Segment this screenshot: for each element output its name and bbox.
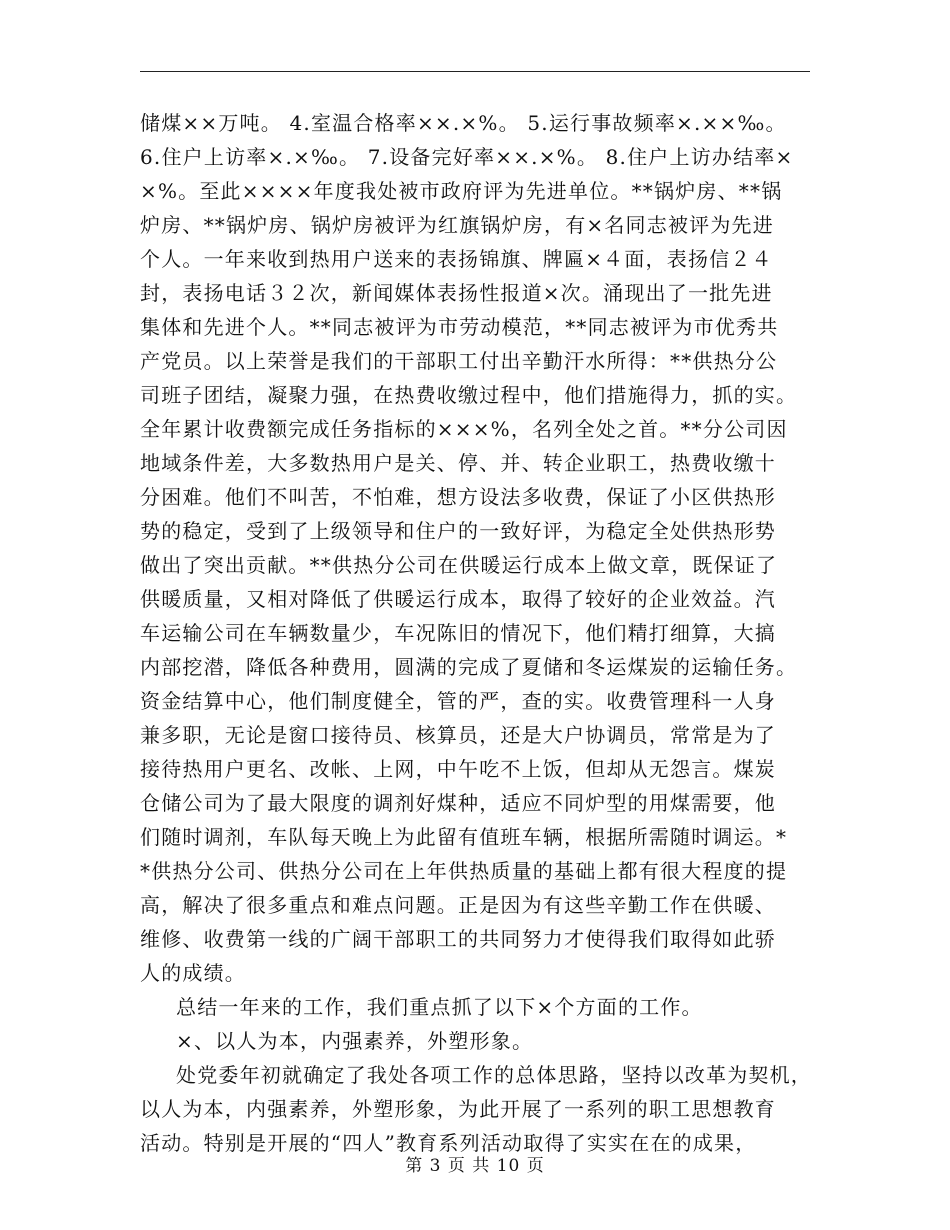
text-line: ×、以人为本，内强素养，外塑形象。 [176, 1029, 534, 1053]
text-line: 储煤××万吨。 4.室温合格率××.×%。 5.运行事故频率×.××‰。 [140, 111, 787, 135]
page-number-footer: 第 3 页 共 10 页 [405, 1156, 545, 1176]
text-line: 司班子团结，凝聚力强，在热费收缴过程中，他们措施得力，抓的实。 [140, 383, 798, 407]
header-rule [140, 71, 810, 72]
text-line: 总结一年来的工作，我们重点抓了以下×个方面的工作。 [176, 995, 703, 1019]
text-line: 人的成绩。 [140, 961, 246, 985]
text-line: 分困难。他们不叫苦，不怕难，想方设法多收费，保证了小区供热形 [140, 485, 776, 509]
text-line: 做出了突出贡献。**供热分公司在供暖运行成本上做文章，既保证了 [140, 553, 778, 577]
text-line: ×%。至此××××年度我处被市政府评为先进单位。**锅炉房、**锅 [140, 179, 783, 203]
text-line: 炉房、**锅炉房、锅炉房被评为红旗锅炉房，有×名同志被评为先进 [140, 213, 774, 237]
text-line: 个人。一年来收到热用户送来的表扬锦旗、牌匾×４面，表扬信２４ [140, 247, 773, 271]
text-line: 高，解决了很多重点和难点问题。正是因为有这些辛勤工作在供暖、 [140, 893, 776, 917]
text-line: 集体和先进个人。**同志被评为市劳动模范，**同志被评为市优秀共 [140, 315, 779, 339]
text-line: 兼多职，无论是窗口接待员、核算员，还是大户协调员，常常是为了 [140, 723, 776, 747]
text-line: 6.住户上访率×.×‰。 7.设备完好率××.×%。 8.住户上访办结率× [140, 145, 794, 169]
text-line: 处党委年初就确定了我处各项工作的总体思路，坚持以改革为契机， [176, 1063, 812, 1087]
text-line: 活动。特别是开展的“四人”教育系列活动取得了实实在在的成果， [140, 1131, 757, 1155]
text-line: 全年累计收费额完成任务指标的×××%，名列全处之首。**分公司因 [140, 417, 788, 441]
text-line: 资金结算中心，他们制度健全，管的严，查的实。收费管理科一人身 [140, 689, 776, 713]
text-line: 供暖质量，又相对降低了供暖运行成本，取得了较好的企业效益。汽 [140, 587, 776, 611]
text-line: 地域条件差，大多数热用户是关、停、并、转企业职工，热费收缴十 [140, 451, 776, 475]
text-line: 们随时调剂，车队每天晚上为此留有值班车辆，根据所需随时调运。* [140, 825, 788, 849]
text-line: 势的稳定，受到了上级领导和住户的一致好评，为稳定全处供热形势 [140, 519, 776, 543]
text-line: 维修、收费第一线的广阔干部职工的共同努力才使得我们取得如此骄 [140, 927, 776, 951]
text-line: 仓储公司为了最大限度的调剂好煤种，适应不同炉型的用煤需要，他 [140, 791, 776, 815]
body-text [140, 106, 812, 1160]
text-line: 封，表扬电话３２次，新闻媒体表扬性报道×次。涌现出了一批先进 [140, 281, 773, 305]
text-line: 车运输公司在车辆数量少，车况陈旧的情况下，他们精打细算，大搞 [140, 621, 776, 645]
text-line: 产党员。以上荣誉是我们的干部职工付出辛勤汗水所得：**供热分公 [140, 349, 778, 373]
text-line: 接待热用户更名、改帐、上网，中午吃不上饭，但却从无怨言。煤炭 [140, 757, 776, 781]
text-line: *供热分公司、供热分公司在上年供热质量的基础上都有很大程度的提 [140, 859, 788, 883]
text-line: 以人为本，内强素养，外塑形象，为此开展了一系列的职工思想教育 [140, 1097, 776, 1121]
text-line: 内部挖潜，降低各种费用，圆满的完成了夏储和冬运煤炭的运输任务。 [140, 655, 798, 679]
